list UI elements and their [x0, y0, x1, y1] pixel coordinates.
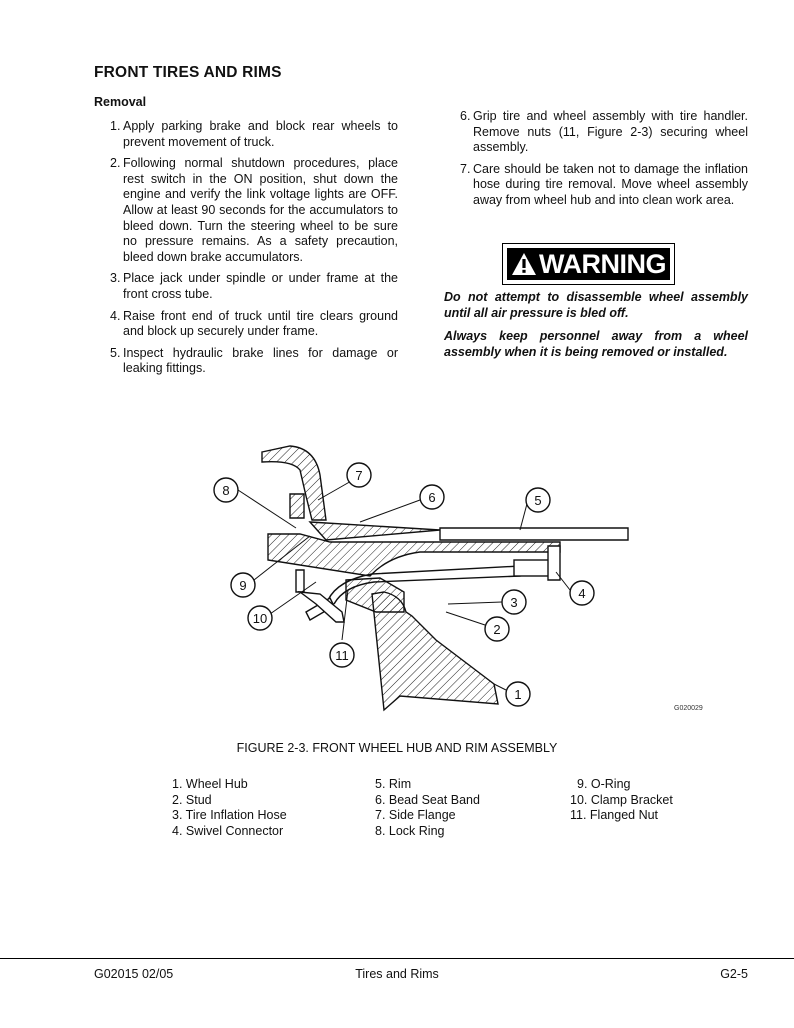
callout-label: 4 — [578, 586, 586, 601]
figure-legend-column — [375, 777, 480, 839]
figure-caption: FIGURE 2-3. FRONT WHEEL HUB AND RIM ASSEMBLY — [236, 741, 558, 755]
footer-section-title: Tires and Rims — [355, 967, 439, 981]
procedure-step — [110, 271, 398, 302]
subsection-title: Removal — [94, 95, 147, 109]
procedure-step — [110, 346, 398, 377]
step-text: Care should be taken not to damage the inflation hose during tire removal. Move wheel assembly away from wheel hub and into clean work area. — [473, 161, 748, 207]
step-number: 1. — [110, 119, 121, 133]
procedure-step — [110, 309, 398, 340]
legend-item: 6. Bead Seat Band — [375, 792, 480, 807]
step-number: 3. — [110, 271, 121, 286]
callout-label: 9 — [239, 578, 247, 593]
legend-item: 3. Tire Inflation Hose — [172, 808, 287, 822]
warning-banner-inner — [507, 248, 670, 280]
legend-item: 4. Swivel Connector — [172, 823, 284, 838]
callout-label: 2 — [493, 622, 501, 637]
procedure-step — [460, 162, 748, 209]
procedure-steps-left — [110, 119, 398, 383]
legend-item: 1. Wheel Hub — [172, 777, 248, 791]
procedure-step — [460, 109, 748, 156]
callout-label: 11 — [335, 648, 349, 663]
callout-label: 7 — [355, 468, 363, 483]
callout-label: 6 — [428, 490, 436, 505]
footer-doc-id: G02015 02/05 — [94, 967, 174, 981]
wheel-hub-rim-diagram — [0, 430, 794, 730]
step-text: Grip tire and wheel assembly with tire handler. Remove nuts (11, Figure 2-3) securing wheel assembly. — [473, 109, 748, 155]
warning-label: WARNING — [539, 248, 666, 279]
warning-triangle-icon — [511, 252, 537, 276]
step-text: Raise front end of truck until tire clears ground and block up securely under frame. — [123, 308, 398, 339]
figure-legend-column — [570, 777, 673, 824]
legend-item: 9. O-Ring — [577, 777, 631, 791]
callout-label: 3 — [510, 595, 518, 610]
hub-cross-section — [262, 446, 628, 710]
callout-label: 5 — [534, 493, 542, 508]
step-text: Apply parking brake and block rear wheels to prevent movement of truck. — [123, 119, 398, 149]
warning-banner — [502, 243, 675, 285]
callout-label: 8 — [222, 483, 230, 498]
step-text: Inspect hydraulic brake lines for damage or leaking fittings. — [123, 345, 398, 376]
step-number: 4. — [110, 308, 121, 323]
legend-item: 2. Stud — [172, 792, 212, 807]
section-title: FRONT TIRES AND RIMS — [94, 64, 282, 81]
callout-label: 1 — [514, 687, 522, 702]
callout-label: 10 — [252, 611, 268, 626]
step-number: 7. — [460, 161, 471, 176]
legend-item: 7. Side Flange — [375, 808, 456, 822]
step-text: Place jack under spindle or under frame at the front cross tube. — [123, 271, 398, 301]
legend-item: 10. Clamp Bracket — [570, 792, 673, 807]
warning-text: Do not attempt to disassemble wheel assembly until all air pressure is bled off. — [444, 290, 748, 320]
footer-page-number: G2-5 — [720, 967, 748, 981]
warning-text: Always keep personnel away from a wheel assembly when it is being removed or installed. — [444, 329, 748, 359]
legend-item: 11. Flanged Nut — [570, 808, 659, 822]
procedure-step — [110, 119, 398, 150]
step-number: 5. — [110, 345, 121, 360]
step-number: 6. — [460, 109, 471, 123]
legend-item: 5. Rim — [375, 777, 412, 791]
procedure-step — [110, 156, 398, 265]
legend-item: 8. Lock Ring — [375, 823, 445, 838]
step-number: 2. — [110, 156, 121, 171]
figure-code: G020029 — [674, 705, 703, 712]
step-text: Following normal shutdown procedures, place rest switch in the ON position, shut down the engine and verify the link voltage lights are OFF. Allow at least 90 seconds for the accumulators to bleed down. Turn the steering wheel to be sure no pressure remains. As a safety precaution, bleed down brake accumulators. — [123, 156, 398, 264]
footer-divider — [0, 958, 794, 959]
figure-legend-column — [172, 777, 287, 839]
procedure-steps-right — [460, 109, 748, 215]
